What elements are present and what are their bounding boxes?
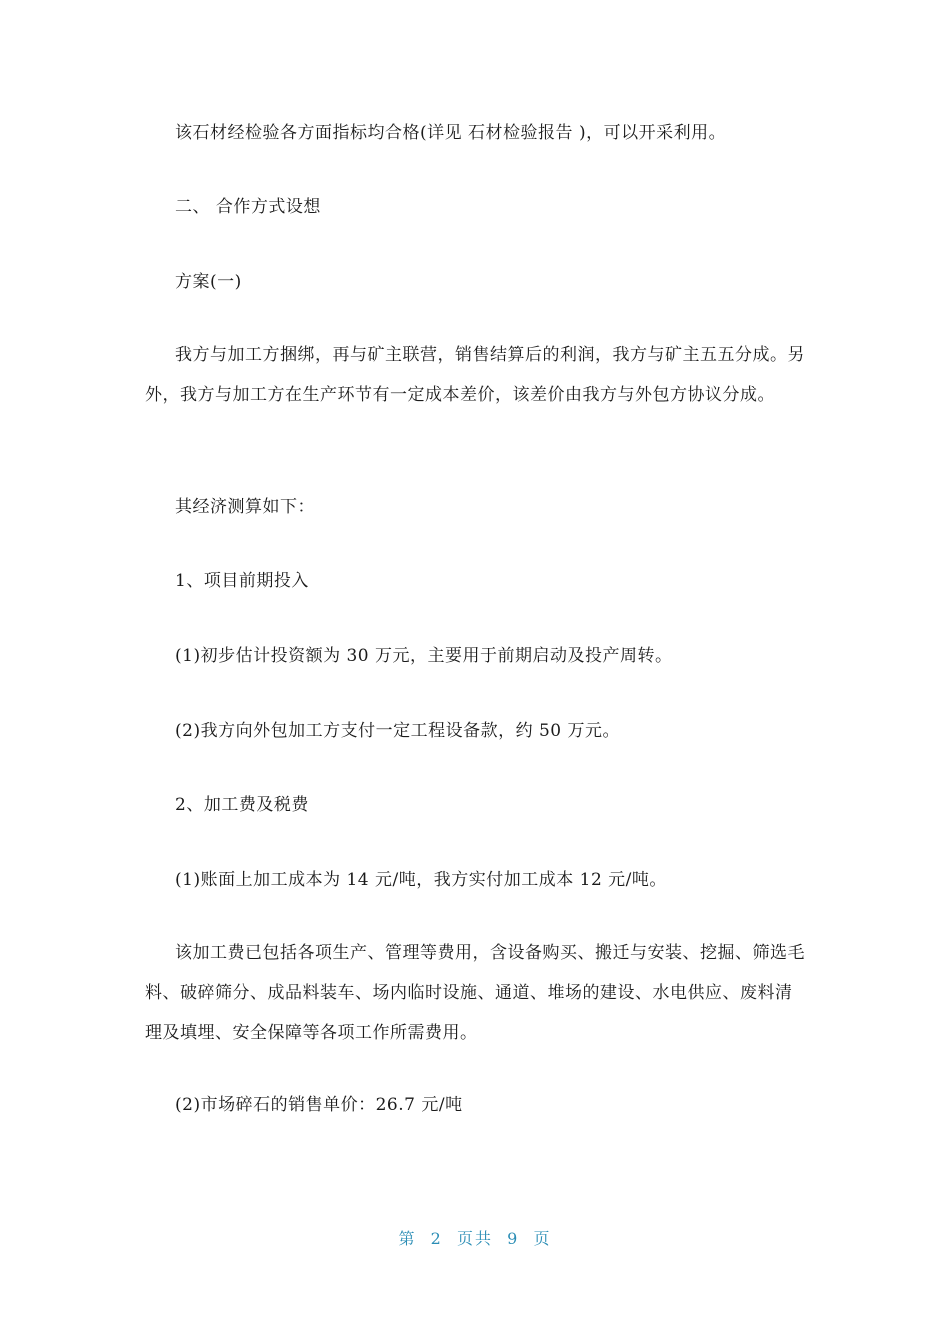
paragraph-processing-fee-details: 该加工费已包括各项生产、管理等费用，含设备购买、搬迁与安装、挖掘、筛选毛料、破碎筛分、成品料装车、场内临时设施、通道、堆场的建设、水电供应、废料清理及填埋、安全保障等各项工作所需费用。 [145,943,805,1043]
page-footer: 第 2 页共 9 页 [398,1229,552,1248]
paragraph-plan-description: 我方与加工方捆绑，再与矿主联营，销售结算后的利润，我方与矿主五五分成。另外，我方与加工方在生产环节有一定成本差价，该差价由我方与外包方协议分成。 [145,345,805,405]
list-item-processing-cost: (1)账面上加工成本为 14 元/吨，我方实付加工成本 12 元/吨。 [175,870,667,890]
list-item-investment-2: (2)我方向外包加工方支付一定工程设备款，约 50 万元。 [175,721,621,741]
subheading-processing-fees: 2、加工费及税费 [175,795,309,815]
section-heading-cooperation: 二、 合作方式设想 [175,197,321,217]
paragraph-economic-calc-intro: 其经济测算如下： [175,497,315,517]
list-item-investment-1: (1)初步估计投资额为 30 万元，主要用于前期启动及投产周转。 [175,646,673,666]
subheading-initial-investment: 1、项目前期投入 [175,571,309,591]
plan-heading: 方案(一) [175,272,242,292]
paragraph-inspection-result: 该石材经检验各方面指标均合格(详见 石材检验报告 )，可以开采利用。 [175,123,727,143]
list-item-sale-price: (2)市场碎石的销售单价：26.7 元/吨 [175,1095,463,1115]
